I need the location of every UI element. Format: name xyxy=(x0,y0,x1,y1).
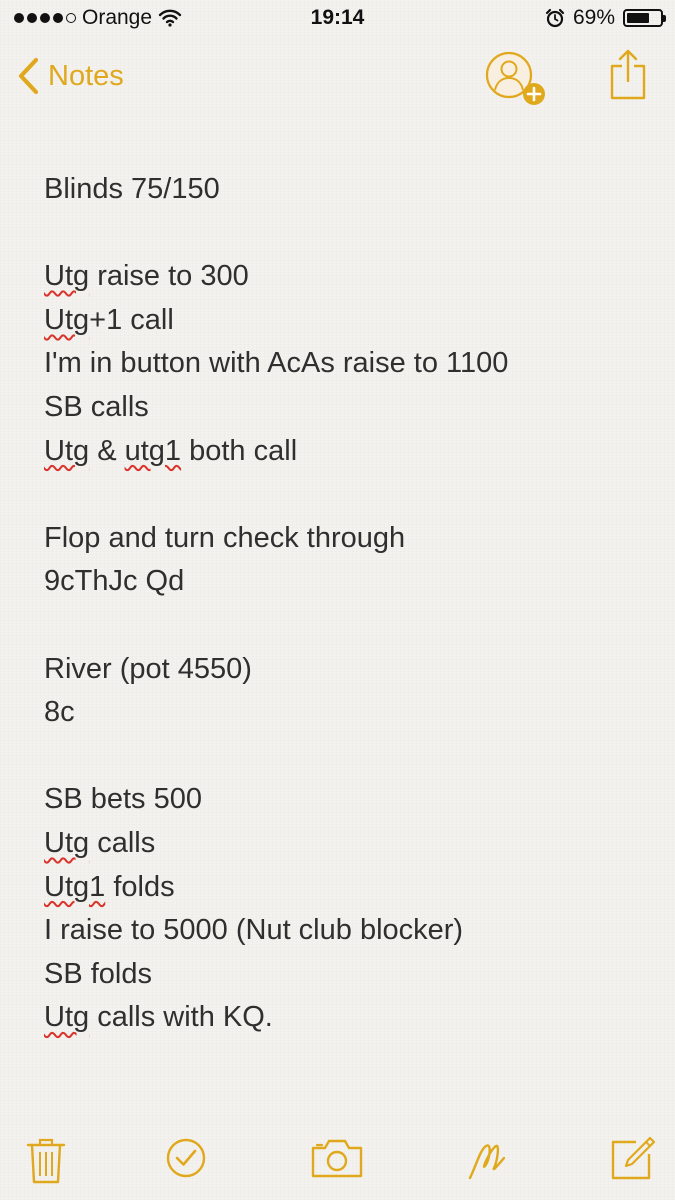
add-person-button[interactable] xyxy=(484,50,552,106)
note-line: Blinds 75/150 xyxy=(44,173,220,205)
misspelled-word: Utg xyxy=(44,826,90,859)
alarm-clock-icon xyxy=(545,8,565,28)
note-line: I raise to 5000 (Nut club blocker) xyxy=(44,914,464,947)
status-right xyxy=(545,6,663,30)
carrier-label: Orange xyxy=(82,6,153,29)
delete-button[interactable] xyxy=(26,1136,66,1189)
note-line: SB calls xyxy=(44,390,149,423)
note-body[interactable] xyxy=(44,168,644,1040)
misspelled-word: Utg xyxy=(44,303,90,336)
camera-button[interactable] xyxy=(310,1136,364,1185)
misspelled-word: Utg xyxy=(44,434,90,467)
misspelled-word: Utg1 xyxy=(44,870,106,903)
compose-icon xyxy=(610,1136,656,1182)
chevron-left-icon xyxy=(16,56,40,96)
note-line: Utg raise to 300 xyxy=(44,260,249,293)
nav-bar xyxy=(0,40,675,110)
sketch-icon xyxy=(466,1136,512,1184)
note-line: Utg & utg1 both call xyxy=(44,434,298,467)
share-icon xyxy=(608,48,648,100)
note-line: 9cThJc Qd xyxy=(44,565,185,598)
add-person-icon xyxy=(484,50,552,106)
note-line xyxy=(44,604,644,648)
battery-fill xyxy=(627,13,649,23)
note-line: Flop and turn check through xyxy=(44,521,406,554)
misspelled-word: Utg xyxy=(44,260,90,293)
note-line: Utg1 folds xyxy=(44,870,175,903)
clock-time: 19:14 xyxy=(310,6,365,29)
bottom-toolbar xyxy=(0,1130,675,1190)
back-button[interactable] xyxy=(16,54,124,98)
trash-icon xyxy=(26,1136,66,1184)
note-line: SB folds xyxy=(44,957,152,990)
misspelled-word: Utg xyxy=(44,1001,90,1034)
status-bar xyxy=(0,0,675,40)
note-line: SB bets 500 xyxy=(44,783,202,816)
camera-icon xyxy=(310,1136,364,1180)
checklist-button[interactable] xyxy=(166,1136,206,1185)
note-line xyxy=(44,212,644,256)
battery-icon xyxy=(623,9,663,27)
note-line: River (pot 4550) xyxy=(44,652,252,685)
note-line: Utg calls with KQ. xyxy=(44,1001,273,1034)
note-line: Utg+1 call xyxy=(44,303,174,336)
note-line: I'm in button with AcAs raise to 1100 xyxy=(44,347,509,380)
note-line: Utg calls xyxy=(44,826,156,859)
note-line: 8c xyxy=(44,696,75,729)
battery-percent: 69% xyxy=(572,6,615,29)
checklist-icon xyxy=(166,1136,206,1180)
sketch-button[interactable] xyxy=(466,1136,512,1189)
share-button[interactable] xyxy=(608,48,648,100)
misspelled-word: utg1 xyxy=(124,434,182,467)
back-label: Notes xyxy=(48,59,124,92)
note-line xyxy=(44,735,644,779)
compose-button[interactable] xyxy=(610,1136,656,1187)
note-line xyxy=(44,473,644,517)
